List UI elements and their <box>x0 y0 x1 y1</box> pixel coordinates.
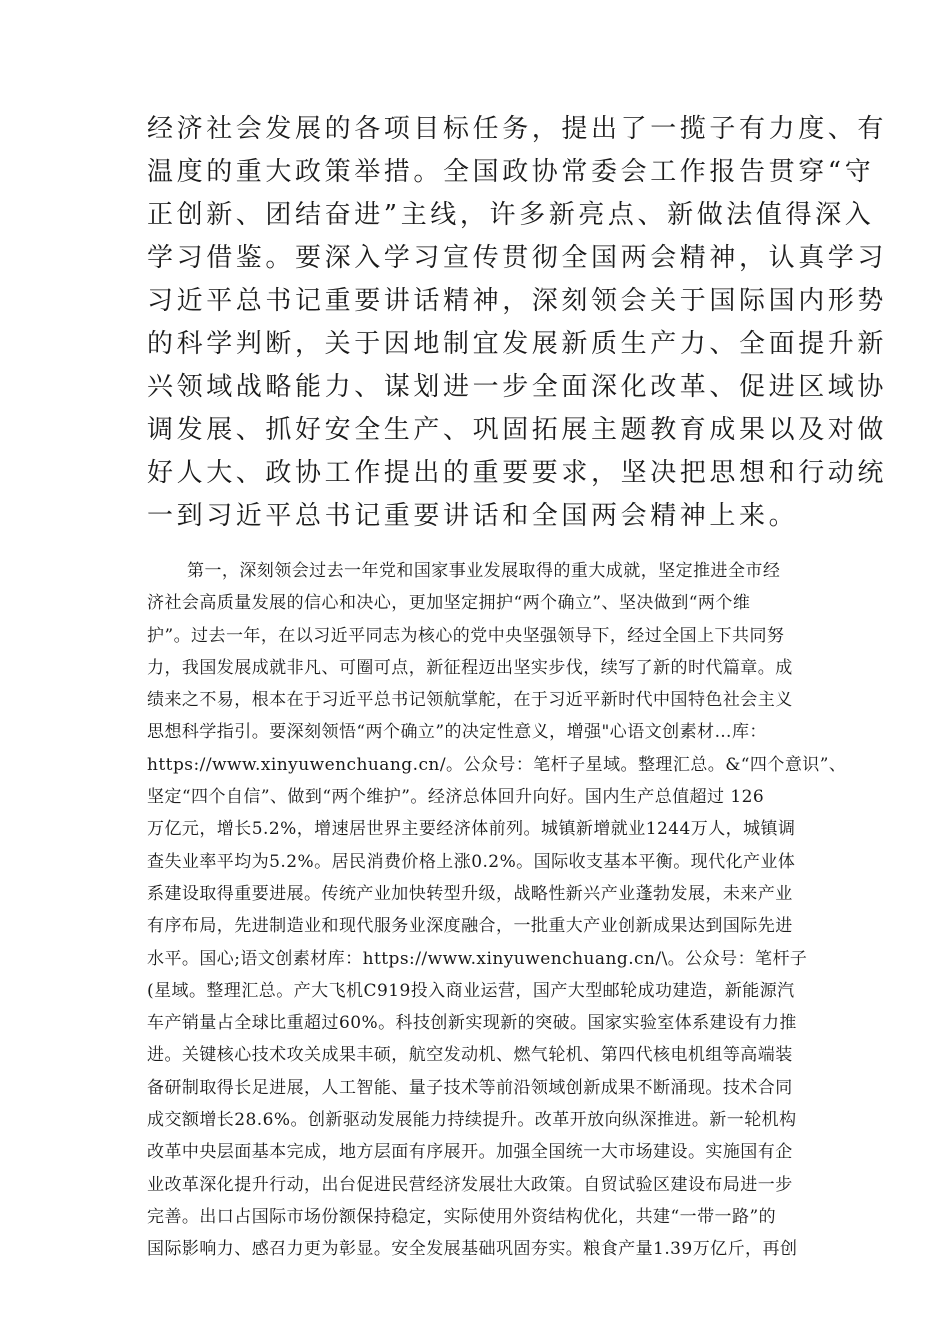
paragraph-line: 坚定“四个自信”、做到“两个维护”。经济总体回升向好。国内生产总值超过 126 <box>147 787 765 808</box>
paragraph-line: 正创新、团结奋进”主线，许多新亮点、新做法值得深入 <box>147 200 875 230</box>
paragraph-line: 学习借鉴。要深入学习宣传贯彻全国两会精神，认真学习 <box>147 243 888 273</box>
paragraph-line: 系建设取得重要进展。传统产业加快转型升级，战略性新兴产业蓬勃发展，未来产业 <box>147 883 793 904</box>
paragraph-line: 的科学判断，关于因地制宜发展新质生产力、全面提升新 <box>147 329 888 359</box>
paragraph-line: 护”。过去一年，在以习近平同志为核心的党中央坚强领导下，经过全国上下共同努 <box>147 625 785 646</box>
paragraph-line: 习近平总书记重要讲话精神，深刻领会关于国际国内形势 <box>147 286 888 316</box>
paragraph-line: 万亿元，增长5.2%，增速居世界主要经济体前列。城镇新增就业1244万人，城镇调 <box>147 819 796 840</box>
small-text-paragraph <box>147 555 847 1266</box>
paragraph-line: 兴领域战略能力、谋划进一步全面深化改革、促进区域协 <box>147 372 888 402</box>
paragraph-line: https://www.xinyuwenchuang.cn/。公众号：笔杆子星域。整理汇总。&“四个意识”、 <box>147 754 847 775</box>
paragraph-line: 经济社会发展的各项目标任务，提出了一揽子有力度、有 <box>147 114 888 144</box>
paragraph-line: 有序布局，先进制造业和现代服务业深度融合，一批重大产业创新成果达到国际先进 <box>147 916 793 937</box>
paragraph-line: 水平。国心;语文创素材库：https://www.xinyuwenchuang.cn/\。公众号：笔杆子 <box>147 948 808 969</box>
paragraph-line: 车产销量占全球比重超过60%。科技创新实现新的突破。国家实验室体系建设有力推 <box>147 1013 797 1034</box>
paragraph-line: 备研制取得长足进展，人工智能、量子技术等前沿领域创新成果不断涌现。技术合同 <box>147 1077 793 1098</box>
paragraph-line: 查失业率平均为5.2%。居民消费价格上涨0.2%。国际收支基本平衡。现代化产业体 <box>147 851 796 872</box>
paragraph-line: 温度的重大政策举措。全国政协常委会工作报告贯穿“守 <box>147 157 875 187</box>
paragraph-line: 济社会高质量发展的信心和决心，更加坚定拥护“两个确立”、坚决做到“两个维 <box>147 593 751 614</box>
paragraph-line: 完善。出口占国际市场份额保持稳定，实际使用外资结构优化，共建“一带一路”的 <box>147 1206 777 1227</box>
paragraph-line: 力，我国发展成就非凡、可圈可点，新征程迈出坚实步伐，续写了新的时代篇章。成 <box>147 657 793 678</box>
paragraph-line: 进。关键核心技术攻关成果丰硕，航空发动机、燃气轮机、第四代核电机组等高端装 <box>147 1045 793 1066</box>
paragraph-line: 第一，深刻领会过去一年党和国家事业发展取得的重大成就，坚定推进全市经 <box>187 561 781 581</box>
paragraph-line: 国际影响力、感召力更为彰显。安全发展基础巩固夯实。粮食产量1.39万亿斤，再创 <box>147 1239 798 1260</box>
paragraph-line: 一到习近平总书记重要讲话和全国两会精神上来。 <box>147 501 799 531</box>
paragraph-line: (星域。整理汇总。产大飞机C919投入商业运营，国产大型邮轮成功建造，新能源汽 <box>147 980 795 1001</box>
paragraph-line: 好人大、政协工作提出的重要要求，坚决把思想和行动统 <box>147 458 888 488</box>
paragraph-line: 成交额增长28.6%。创新驱动发展能力持续提升。改革开放向纵深推进。新一轮机构 <box>147 1110 797 1131</box>
paragraph-line: 调发展、抓好安全生产、巩固拓展主题教育成果以及对做 <box>147 415 888 445</box>
paragraph-line: 绩来之不易，根本在于习近平总书记领航掌舵，在于习近平新时代中国特色社会主义 <box>147 690 793 711</box>
paragraph-line: 改革中央层面基本完成，地方层面有序展开。加强全国统一大市场建设。实施国有企 <box>147 1142 793 1163</box>
large-text-paragraph <box>147 108 888 538</box>
paragraph-line: 思想科学指引。要深刻领悟“两个确立”的决定性意义，增强"心语文创素材…库： <box>147 722 767 743</box>
paragraph-line: 业改革深化提升行动，出台促进民营经济发展壮大政策。自贸试验区建设布局进一步 <box>147 1174 793 1195</box>
